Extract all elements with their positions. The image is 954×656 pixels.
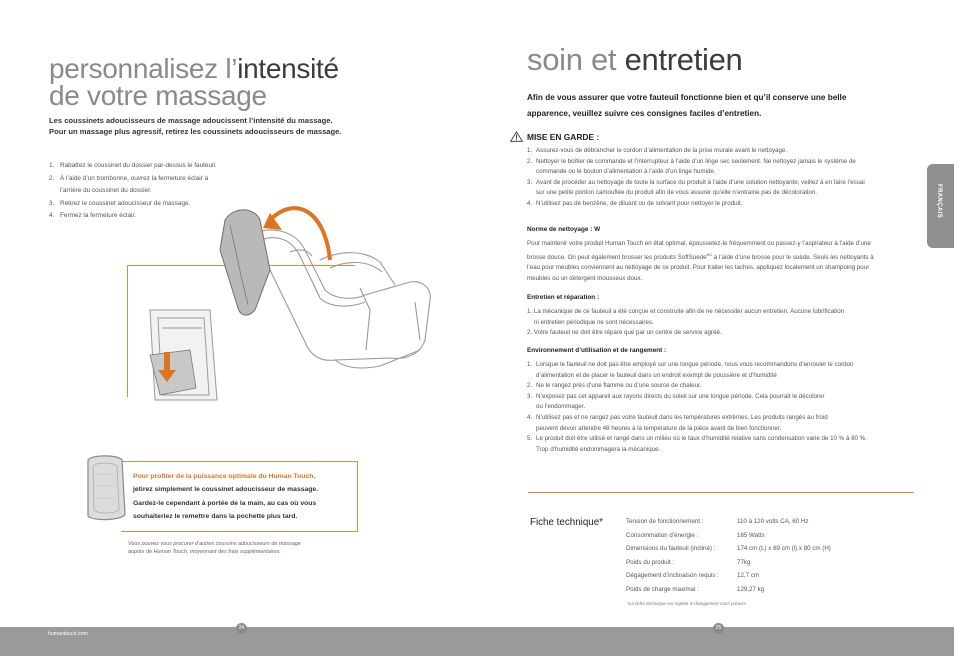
- list-item: [527, 424, 932, 435]
- table-row: [626, 518, 831, 532]
- trademark-sup: MC: [706, 252, 712, 257]
- warning-list: [527, 146, 932, 210]
- spec-label: Consommation d’énergie :: [626, 531, 699, 539]
- spec-label: Poids de charge maximal :: [626, 585, 699, 593]
- para-line: [527, 250, 929, 264]
- item-text: Ne le rangez près d’une flamme ou d’une source de chaleur.: [536, 382, 702, 390]
- section-divider: [528, 492, 914, 493]
- item-text: Avant de procéder au nettoyage de toute la surface du produit à l’aide d’une solution nettoyante, veillez à en faire l’essai: [536, 178, 865, 186]
- item-text: N’exposez pas cet appareil aux rayons directs du soleil sur une longue période. Cela pourrait le décolorer: [536, 392, 825, 400]
- step-text: Rabattez le coussinet du dossier par-dessus le fauteuil.: [60, 162, 217, 169]
- para-text: brosse douce. On peut également brosser les produits SoftSuede: [527, 253, 707, 261]
- language-tab-label: FRANÇAIS: [936, 184, 942, 219]
- title-dark-part: intensité: [237, 53, 339, 84]
- spec-value: 165 Watts: [737, 531, 765, 539]
- item-text: peuvent devoir attendre 48 heures à la température de la pièce avant de bien fonctionner.: [536, 424, 782, 432]
- cushion-pad-icon: [80, 452, 130, 527]
- item-text: Lorsque le fauteuil ne doit pas être employé sur une longue période, nous vous recommandons d’enrouler le cordon: [536, 361, 854, 368]
- repair-paragraph: [527, 307, 929, 339]
- intro-line: Afin de vous assurer que votre fauteuil fonctionne bien et qu’il conserve une belle: [527, 93, 847, 102]
- list-item: [527, 371, 932, 382]
- list-item: [527, 167, 932, 178]
- table-row: [626, 586, 831, 600]
- environment-list: [527, 360, 932, 455]
- item-text: N’utilisez pas de benzène, de diluant ou de solvant pour nettoyer le produit.: [536, 199, 743, 207]
- item-number: 1.: [527, 147, 533, 154]
- warning-heading: [510, 131, 599, 142]
- environment-heading: Environnement d’utilisation et de rangement :: [527, 347, 667, 354]
- intro-text: [49, 115, 369, 137]
- tip-line: jetirez simplement le coussinet adoucisseur de massage.: [133, 486, 319, 494]
- para-line: l’eau pour meubles conviennent au nettoyage de ce produit. Pour traiter les taches, appliquez localement un shampoing pour: [527, 264, 870, 272]
- spec-value: 12,7 cm: [737, 572, 760, 580]
- list-item: [527, 445, 932, 456]
- table-row: [626, 572, 831, 586]
- page-title-right: [527, 42, 743, 77]
- spec-value: 77kg: [737, 558, 751, 566]
- list-item: [527, 188, 932, 199]
- item-text: Le produit doit être utilisé et rangé dans un milieu où le taux d’humidité relative sans condensation varie de 10 % à 80 %.: [536, 435, 867, 443]
- item-text: ou l’endommager.: [536, 403, 586, 411]
- list-item: [527, 434, 932, 445]
- para-text: à l’aide d’une brosse pour le suède. Seuls les nettoyants à: [712, 253, 874, 261]
- spec-value: 110 à 120 volts CA, 60 Hz: [737, 518, 809, 525]
- spec-table: [626, 518, 831, 600]
- intro-line: Pour un massage plus agressif, retirez les coussinets adoucisseurs de massage.: [49, 127, 342, 136]
- page-number-right: 25: [713, 623, 724, 634]
- list-item: [49, 160, 249, 173]
- spec-label: Dimensions du fauteuil (incliné) :: [626, 545, 716, 553]
- step-number: 1.: [49, 162, 55, 169]
- step-number: 2.: [49, 174, 55, 182]
- warning-title: MISE EN GARDE :: [527, 131, 600, 142]
- list-item: [527, 402, 932, 413]
- para-line: 1. La mécanique de ce fauteuil a été conçue et construite afin de ne nécessiter aucun entretien. Aucune lubrification: [527, 308, 845, 315]
- item-number: 4.: [527, 199, 533, 207]
- list-item: [527, 178, 932, 189]
- list-item: [527, 381, 932, 392]
- table-row: [626, 545, 831, 559]
- tip-highlight: Pour profiter de la puissance optimale du Human Touch,: [133, 473, 316, 480]
- para-line: 2. Votre fauteuil ne doit être réparé que par un centre de service agréé.: [527, 329, 722, 337]
- title-light-part: soin et: [527, 42, 625, 77]
- item-number: 5.: [527, 435, 533, 443]
- list-item: [527, 146, 932, 157]
- page-number-left: 24: [236, 623, 247, 634]
- spec-label: Tension de fonctionnement :: [626, 518, 704, 525]
- intro-text-right: [527, 90, 897, 121]
- item-text: d’alimentation et de placer le fauteuil dans un endroit exempt de poussière et d’humidité: [536, 371, 777, 379]
- item-number: 3.: [527, 392, 533, 400]
- note-line: Vous pouvez vous procurer d’autres coussins adoucisseurs de massage: [128, 541, 301, 547]
- para-line: ni entretien périodique ne sont nécessaires.: [534, 318, 654, 326]
- spec-title: Fiche technique*: [530, 517, 603, 528]
- spec-value: 174 cm (L) x 69 cm (l) x 80 cm (H): [737, 545, 831, 553]
- language-tab[interactable]: [927, 164, 954, 248]
- item-text: commande ou le bouton d’alimentation à l’aide d’un linge humide.: [536, 168, 716, 176]
- item-text: Assurez-vous de débrancher le cordon d’alimentation de la prise murale avant le nettoyage.: [536, 147, 788, 154]
- item-text: sur une petite portion camouflée du produit afin de vous assurer qu’elle n’entraine pas de décoloration.: [536, 189, 818, 197]
- list-item: [527, 413, 932, 424]
- footer-bar: [0, 627, 954, 656]
- cleaning-heading: Norme de nettoyage : W: [527, 226, 601, 233]
- item-number: 3.: [527, 178, 533, 186]
- intro-line: Les coussinets adoucisseurs de massage adoucissent l’intensité du massage.: [49, 116, 333, 125]
- table-row: [626, 559, 831, 573]
- spec-footnote: *La fiche technique est sujette à changement sans préavis.: [627, 601, 748, 606]
- list-item: [527, 199, 932, 210]
- item-text: Trop d’humidité endommagera la mécanique.: [536, 445, 661, 453]
- para-line: Pour maintenir votre produit Human Touch en état optimal, époussetez-le fréquemment ou passez-y l’aspirateur à l’aide d’une: [527, 240, 871, 247]
- cleaning-paragraph: [527, 239, 929, 284]
- item-text: Nettoyer le boîtier de commande et l’interrupteur à l’aide d’un linge sec seulement. Ne nettoyez jamais le système de: [536, 157, 856, 165]
- item-number: 4.: [527, 413, 533, 421]
- step-text: À l’aide d’un trombonne, ouvrez la fermeture éclair à: [60, 174, 209, 182]
- list-item: [527, 157, 932, 168]
- list-item: [527, 360, 932, 371]
- title-light-part: personnalisez l’: [49, 53, 238, 84]
- spec-label: Poids du produit :: [626, 558, 675, 566]
- step-number: 4.: [49, 212, 55, 220]
- step-text: Retirez le coussinet adoucisseur de massage.: [60, 199, 191, 207]
- title-second-line: de votre massage: [49, 80, 267, 111]
- footer-site-link[interactable]: humantouch.com: [48, 631, 88, 637]
- spec-value: 129,27 kg: [737, 585, 765, 593]
- page-title-left: [49, 55, 339, 109]
- para-line: meubles ou un détergent mousseux doux.: [527, 274, 643, 282]
- item-text: N’utilisez pas et ne rangez pas votre fauteuil dans les températures extrêmes. Les produits rangés au froid: [536, 413, 828, 421]
- list-item: [49, 173, 249, 186]
- warning-triangle-icon: [510, 131, 523, 142]
- tip-line: Gardez-le cependant à portée de la main, au cas où vous: [133, 499, 317, 507]
- chair-illustration: [120, 190, 450, 410]
- step-text: Fermez la fermeture éclair.: [60, 212, 137, 220]
- spec-label: Dégagement d’inclinaison requis :: [626, 572, 719, 580]
- tip-line: souhaiteriez le remettre dans la pochette plus tard.: [133, 512, 298, 520]
- tip-note: [128, 541, 358, 556]
- left-page: [0, 0, 477, 627]
- item-number: 2.: [527, 157, 533, 165]
- list-item: [527, 392, 932, 403]
- tip-text: [133, 470, 355, 523]
- note-line: auprès de Human Touch, moyennant des frais supplémentaires.: [128, 548, 281, 555]
- step-number: 3.: [49, 199, 55, 207]
- item-number: 1.: [527, 361, 533, 368]
- repair-heading: Entretien et réparation :: [527, 294, 600, 301]
- step-text: l’arrière du coussinet du dossier.: [60, 187, 152, 195]
- item-number: 2.: [527, 382, 533, 390]
- table-row: [626, 532, 831, 546]
- title-dark-part: entretien: [624, 42, 743, 77]
- intro-line: apparence, veuillez suivre ces consignes faciles d’entretien.: [527, 108, 762, 118]
